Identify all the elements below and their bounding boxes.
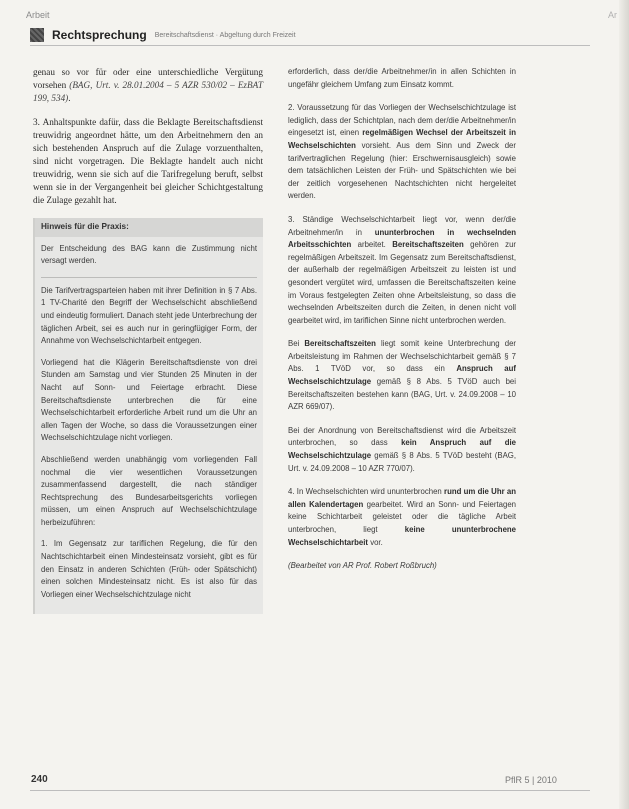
practice-note-p4: Abschließend werden unabhängig vom vorliegenden Fall nochmal die vier wesentlichen Voraussetzungen zusammenfassend dargestellt, die nach ständiger Rechtsprechung des Bundesarbeitsgerichts vorliegen müssen, um einen Anspruch auf Wechselschichtzulage herbeizuführen: xyxy=(41,454,257,527)
p6-bold-2: keine ununterbrochene Wechselschichtarbeit xyxy=(288,525,517,547)
right-paragraph-6 xyxy=(288,486,516,549)
practice-note-box xyxy=(33,218,263,614)
running-head-right: Ar xyxy=(608,10,617,20)
p5-bold: kein Anspruch auf die Wechselschichtzulage xyxy=(288,438,516,461)
footer-divider xyxy=(30,790,590,791)
practice-note-body xyxy=(35,237,263,615)
p6-text-a: 4. In Wechselschichten wird ununterbrochen xyxy=(288,487,445,497)
p4-text-c: gemäß § 8 Abs. 5 TVöD auch bei Bereitschaftszeiten bestehen kann (BAG, Urt. v. 24.09.2008 – 10 AZR 669/07). xyxy=(288,377,516,412)
p3-bold-1: ununterbrochen in wechselnden Arbeitsschichten xyxy=(288,227,516,250)
p3-text-c: gehören zur regelmäßigen Arbeitszeit. Im Gegensatz zum Bereitschaftsdienst, der außerhalb der regelmäßigen Arbeitszeit zu leisten ist und gesondert vergütet wird, umfassen die Bereitschaftszeiten keine im Voraus festgelegten Zeiten ohne Arbeitsleistung, so dass die wechselnden Arbeitszeiten durch die Zeiten, in denen nicht voll gearbeitet wird, im tariflichen Sinne nicht unterbrochen werden. xyxy=(288,240,516,325)
right-paragraph-2 xyxy=(288,102,516,203)
page-edge-shadow xyxy=(619,0,629,809)
right-paragraph-4 xyxy=(288,338,516,414)
right-paragraph-1: erforderlich, dass der/die Arbeitnehmer/in in allen Schichten in ungefähr gleichem Umfang zum Einsatz kommt. xyxy=(288,67,516,89)
lead-end: . xyxy=(68,93,71,103)
practice-note-p5: 1. Im Gegensatz zur tariflichen Regelung, die für den Nachtschichtarbeit einen Mindesteinsatz vorsieht, gibt es für den Einsatz in anderen Schichten (Früh- oder Spätschicht) einen solchen Mindesteinsatz nicht. Es ist also für das Vorliegen einer Wechselschichtzulage nicht xyxy=(41,539,257,599)
p4-bold-1: Bereitschaftszeiten xyxy=(304,339,376,349)
p6-text-b: gearbeitet. Wird an Sonn- und Feiertagen keine Schichtarbeit geleistet oder die tägliche Arbeit unterbrochen, liegt xyxy=(288,499,516,534)
page-number: 240 xyxy=(31,774,48,785)
p2-bold: regelmäßigen Wechsel der Arbeitszeit in Wechselschichten xyxy=(288,128,516,150)
section-title: Rechtsprechung xyxy=(52,28,147,42)
p3-text-a: 3. Ständige Wechselschichtarbeit liegt vor, wenn der/die Arbeitnehmer/in in xyxy=(288,214,516,237)
p4-bold-2: Anspruch auf Wechselschichtzulage xyxy=(288,364,516,387)
practice-note-p2: Die Tarifvertragsparteien haben mit ihrer Definition in § 7 Abs. 1 TV-Charité den Begriff der Wechselschicht abschließend und eindeutig formuliert. Danach steht jede Unterbrechung der täglichen Arbeit, sei es auch nur in geringfügiger Form, der Annahme von Wechselschichtarbeit entgegen. xyxy=(41,285,257,346)
lead-text: genau so vor für oder eine unterschiedliche Vergütung vorsehen xyxy=(33,67,263,90)
practice-note-title: Hinweis für die Praxis: xyxy=(35,218,263,237)
practice-note-p1: Der Entscheidung des BAG kann die Zustimmung nicht versagt werden. xyxy=(41,243,257,266)
right-paragraph-5 xyxy=(288,425,516,475)
p6-bold-1: rund um die Uhr an allen Kalendertagen xyxy=(288,487,516,509)
header-divider xyxy=(30,45,590,46)
right-column xyxy=(288,66,516,584)
lead-paragraph xyxy=(33,66,263,105)
practice-note-p3: Vorliegend hat die Klägerin Bereitschaftsdienste von drei Stunden am Samstag und vier Stunden 25 Minuten in der Nacht auf Sonn- und Feiertage erbracht. Diese Bereitschaftsdienste unterbrechen die für eine Wechselschichtarbeit erforderliche Arbeit rund um die Uhr an allen Tagen der Woche, so dass die Voraussetzungen einer Wechselschichtzulage nicht vorliegen. xyxy=(41,357,257,443)
p3-text-b: arbeitet. xyxy=(351,240,393,250)
left-column xyxy=(33,66,263,614)
p5-text-a: Bei der Anordnung von Bereitschaftsdienst wird die Arbeitszeit unterbrochen, so dass xyxy=(288,425,516,448)
right-paragraph-3 xyxy=(288,214,516,327)
journal-reference: PflR 5 | 2010 xyxy=(505,775,557,785)
p3-bold-2: Bereitschaftszeiten xyxy=(392,240,464,250)
paragraph-3: 3. Anhaltspunkte dafür, dass die Beklagte Bereitschaftsdienst treuwidrig angeordnet hätte, um den Arbeitnehmern den an sich bestehenden Anspruch auf die Zulage vorzuenthalten, sind nicht vorgetragen. Die Beklagte handelt auch nicht treuwidrig, wenn sie sich auf die Tarifregelung beruft, selbst wenn sie in der Vergangenheit bei gleicher Schichtgestaltung die Zulage gezahlt hat. xyxy=(33,117,263,205)
p4-text-a: Bei xyxy=(288,339,305,349)
practice-note-divider xyxy=(41,277,257,278)
author-note: (Bearbeitet von AR Prof. Robert Roßbruch) xyxy=(288,561,437,571)
lead-citation: (BAG, Urt. v. 28.01.2004 – 5 AZR 530/02 – EzBAT 199, 534) xyxy=(33,80,264,103)
p6-text-c: vor. xyxy=(368,537,383,547)
section-marker-icon xyxy=(30,28,44,42)
p2-text-b: vorsieht. Aus dem Sinn und Zweck der tarifvertraglichen Regelung (hier: Erschwernisausgleich) sowie dem tatsächlichen Leisten der Früh- und Spätschichten wie bei der zeitlich vorgesehenen Nachtschichten nicht hergeleitet werden. xyxy=(288,140,516,201)
section-header xyxy=(30,26,590,44)
p2-text-a: 2. Voraussetzung für das Vorliegen der Wechselschichtzulage ist lediglich, dass der Schichtplan, nach dem der/die Arbeitnehmer/in eingesetzt ist, einen xyxy=(288,103,516,138)
section-subtitle: Bereitschaftsdienst · Abgeltung durch Freizeit xyxy=(154,31,296,39)
p5-text-b: gemäß § 8 Abs. 5 TVöD besteht (BAG, Urt. v. 24.09.2008 – 10 AZR 770/07). xyxy=(288,451,516,473)
p4-text-b: liegt somit keine Unterbrechung der Arbeitsleistung im Rahmen der Wechselschichtarbeit gemäß § 7 Abs. 1 TVöD vor, so dass ein xyxy=(288,339,516,374)
running-head-left: Arbeit xyxy=(26,10,50,20)
